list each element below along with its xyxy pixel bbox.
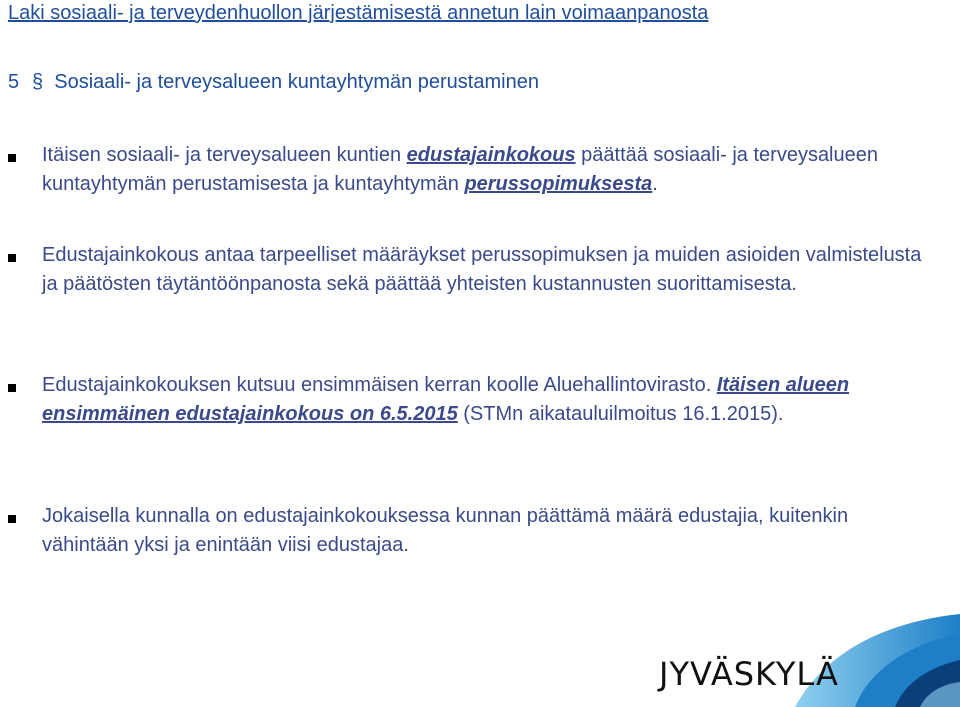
bullet-text (42, 371, 888, 429)
bullet-emphasis-link[interactable]: edustajainkokous (406, 144, 576, 166)
logo-wordmark: JYVÄSKYLÄ (659, 655, 839, 693)
bullet-emphasis-link[interactable]: perussopimuksesta (464, 173, 653, 195)
bullet-square-icon (8, 154, 16, 162)
bullet-text (42, 241, 928, 299)
bullet-text-run: Edustajainkokous antaa tarpeelliset määräykset perussopimuksen ja muiden asioiden valmistelusta ja päätösten täytäntöönpanosta sekä päättää yhteisten kustannusten suorittamisesta. (42, 244, 922, 295)
bullet-text-run: päättää sosiaali- ja terveysalueen kuntayhtymän perustamisesta ja kuntayhtymän (42, 144, 878, 195)
bullet-text (42, 141, 908, 199)
bullet-text-run: Edustajainkokouksen kutsuu ensimmäisen kerran koolle Aluehallintovirasto. (42, 374, 717, 396)
section-symbol: § (32, 71, 44, 93)
section-heading (8, 71, 539, 94)
bullet-text-run: Itäisen sosiaali- ja terveysalueen kuntien (42, 144, 407, 166)
bullet-text-run: (STMn aikatauluilmoitus 16.1.2015). (457, 403, 784, 425)
bullet-square-icon (8, 515, 16, 523)
document-title: Laki sosiaali- ja terveydenhuollon järjestämisestä annetun lain voimaanpanosta (8, 2, 709, 24)
bullet-item (8, 241, 928, 299)
bullet-item (8, 141, 908, 199)
bullet-text-run: Jokaisella kunnalla on edustajainkokouksessa kunnan päättämä määrä edustajia, kuitenkin vähintään yksi ja enintään viisi edustajaa. (42, 505, 849, 556)
bullet-square-icon (8, 384, 16, 392)
bullet-item (8, 371, 888, 429)
section-number: 5 (8, 71, 20, 93)
bullet-item (8, 502, 928, 560)
bullet-emphasis-link[interactable]: Itäisen alueen ensimmäinen edustajainkokous on 6.5.2015 (42, 374, 850, 425)
bullet-square-icon (8, 254, 16, 262)
bullet-text (42, 502, 928, 560)
bullet-text-run: . (652, 173, 658, 195)
section-heading-text: Sosiaali- ja terveysalueen kuntayhtymän perustaminen (54, 71, 539, 93)
